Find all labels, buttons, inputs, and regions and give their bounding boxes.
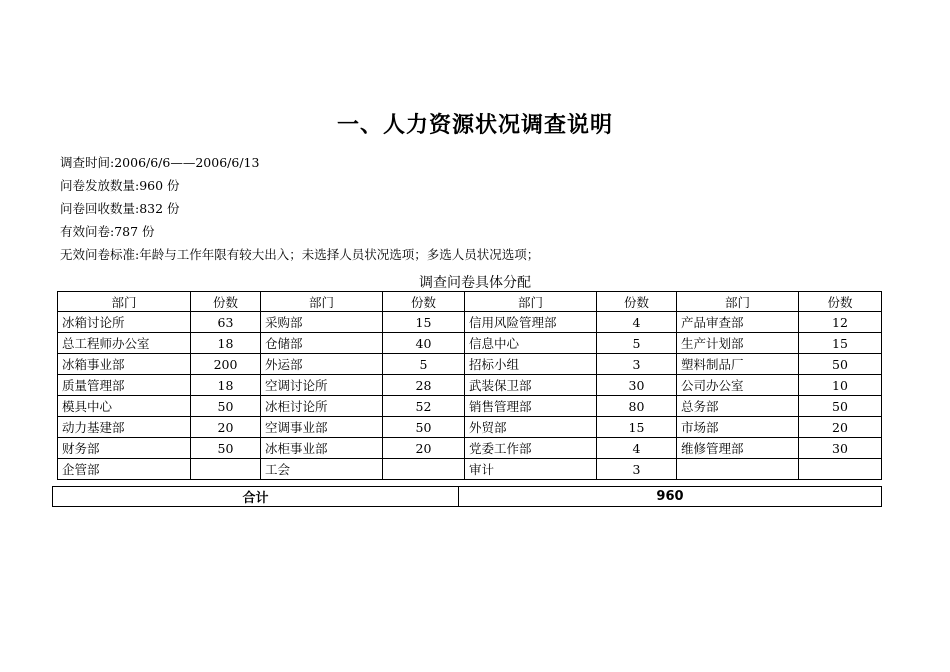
copies-cell: 200 xyxy=(191,354,261,375)
department-cell: 采购部 xyxy=(261,312,383,333)
department-cell: 外贸部 xyxy=(465,417,597,438)
copies-cell: 28 xyxy=(383,375,465,396)
department-cell: 总务部 xyxy=(677,396,799,417)
copies-cell xyxy=(383,459,465,480)
table-row xyxy=(58,459,882,480)
copies-cell: 20 xyxy=(191,417,261,438)
copies-cell: 3 xyxy=(597,459,677,480)
total-table xyxy=(52,486,882,507)
copies-cell xyxy=(191,459,261,480)
department-cell: 质量管理部 xyxy=(58,375,191,396)
copies-cell: 15 xyxy=(799,333,882,354)
copies-cell: 40 xyxy=(383,333,465,354)
department-cell: 冰柜讨论所 xyxy=(261,396,383,417)
department-cell: 冰柜事业部 xyxy=(261,438,383,459)
table-row xyxy=(58,375,882,396)
copies-cell: 4 xyxy=(597,312,677,333)
department-cell: 党委工作部 xyxy=(465,438,597,459)
department-cell: 总工程师办公室 xyxy=(58,333,191,354)
column-header: 份数 xyxy=(383,292,465,312)
table-row xyxy=(58,438,882,459)
copies-cell: 30 xyxy=(799,438,882,459)
copies-cell: 20 xyxy=(383,438,465,459)
department-cell: 企管部 xyxy=(58,459,191,480)
department-cell: 冰箱讨论所 xyxy=(58,312,191,333)
department-cell: 招标小组 xyxy=(465,354,597,375)
table-row xyxy=(58,396,882,417)
department-cell: 外运部 xyxy=(261,354,383,375)
department-cell: 塑料制品厂 xyxy=(677,354,799,375)
invalid-criteria-line: 无效问卷标准:年龄与工作年限有较大出入；未选择人员状况选项；多选人员状况选项； xyxy=(60,247,540,262)
copies-cell: 30 xyxy=(597,375,677,396)
department-cell: 冰箱事业部 xyxy=(58,354,191,375)
column-header: 份数 xyxy=(799,292,882,312)
copies-cell: 50 xyxy=(799,354,882,375)
returned-count-line: 问卷回收数量:832 份 xyxy=(60,201,180,216)
department-cell: 仓储部 xyxy=(261,333,383,354)
copies-cell: 20 xyxy=(799,417,882,438)
department-cell: 空调事业部 xyxy=(261,417,383,438)
department-cell: 信用风险管理部 xyxy=(465,312,597,333)
table-row xyxy=(58,417,882,438)
copies-cell: 50 xyxy=(799,396,882,417)
copies-cell xyxy=(799,459,882,480)
copies-cell: 15 xyxy=(597,417,677,438)
column-header: 部门 xyxy=(261,292,383,312)
copies-cell: 63 xyxy=(191,312,261,333)
valid-count-line: 有效问卷:787 份 xyxy=(60,224,155,239)
copies-cell: 15 xyxy=(383,312,465,333)
department-cell: 审计 xyxy=(465,459,597,480)
department-cell: 产品审查部 xyxy=(677,312,799,333)
copies-cell: 4 xyxy=(597,438,677,459)
department-cell: 工会 xyxy=(261,459,383,480)
issued-count-line: 问卷发放数量:960 份 xyxy=(60,178,180,193)
department-cell: 财务部 xyxy=(58,438,191,459)
department-cell: 公司办公室 xyxy=(677,375,799,396)
total-label: 合计 xyxy=(53,487,459,507)
column-header: 部门 xyxy=(465,292,597,312)
department-cell: 信息中心 xyxy=(465,333,597,354)
distribution-table xyxy=(57,291,882,480)
copies-cell: 50 xyxy=(191,396,261,417)
table-row xyxy=(58,312,882,333)
copies-cell: 52 xyxy=(383,396,465,417)
survey-time-line: 调查时间:2006/6/6——2006/6/13 xyxy=(60,155,260,170)
department-cell: 空调讨论所 xyxy=(261,375,383,396)
copies-cell: 10 xyxy=(799,375,882,396)
copies-cell: 12 xyxy=(799,312,882,333)
column-header: 份数 xyxy=(191,292,261,312)
department-cell: 市场部 xyxy=(677,417,799,438)
copies-cell: 3 xyxy=(597,354,677,375)
table-header-row xyxy=(58,292,882,312)
copies-cell: 50 xyxy=(383,417,465,438)
copies-cell: 5 xyxy=(597,333,677,354)
copies-cell: 80 xyxy=(597,396,677,417)
copies-cell: 18 xyxy=(191,333,261,354)
department-cell xyxy=(677,459,799,480)
table-row xyxy=(58,333,882,354)
table-caption: 调查问卷具体分配 xyxy=(419,275,531,291)
total-value: 960 xyxy=(459,487,882,507)
page-title: 一、人力资源状况调查说明 xyxy=(336,113,613,138)
department-cell: 销售管理部 xyxy=(465,396,597,417)
copies-cell: 50 xyxy=(191,438,261,459)
department-cell: 维修管理部 xyxy=(677,438,799,459)
department-cell: 模具中心 xyxy=(58,396,191,417)
department-cell: 武装保卫部 xyxy=(465,375,597,396)
department-cell: 动力基建部 xyxy=(58,417,191,438)
table-row xyxy=(58,354,882,375)
total-row xyxy=(53,487,882,507)
column-header: 部门 xyxy=(677,292,799,312)
column-header: 份数 xyxy=(597,292,677,312)
department-cell: 生产计划部 xyxy=(677,333,799,354)
column-header: 部门 xyxy=(58,292,191,312)
copies-cell: 5 xyxy=(383,354,465,375)
copies-cell: 18 xyxy=(191,375,261,396)
